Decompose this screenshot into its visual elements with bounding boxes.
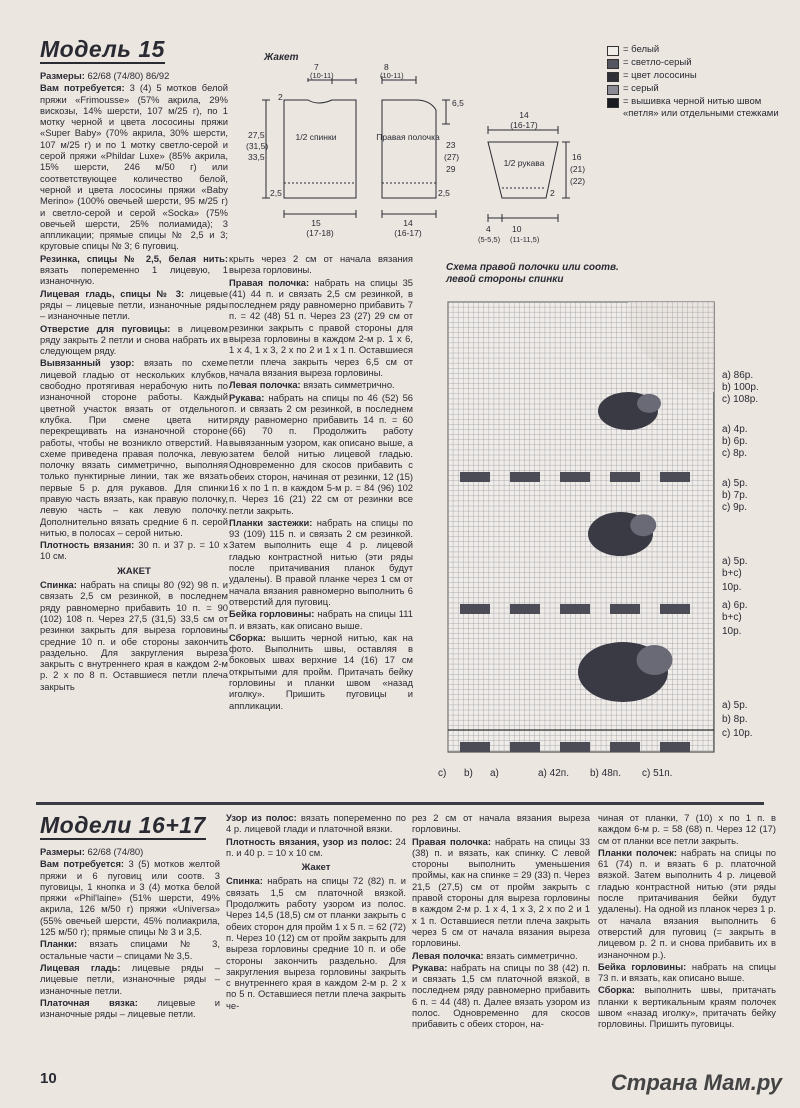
paragraph-label: Платочная вязка: xyxy=(40,996,138,1008)
paragraph-text: чиная от планки, 7 (10) х по 1 п. в каждом 6-м р. = 58 (68) п. Через 12 (17) см от планки все петли закрыть. xyxy=(598,812,776,846)
paragraph-label: Бейка горловины: xyxy=(229,608,315,620)
legend-label: = цвет лососины xyxy=(623,70,697,81)
stripe-block xyxy=(660,742,690,752)
paragraph-label: Размеры: xyxy=(40,70,85,81)
paragraph-text: вязать симметрично. xyxy=(483,949,578,961)
back-side-dim-3: 33,5 xyxy=(248,152,265,162)
front-side-dim-2: (27) xyxy=(444,152,460,162)
stripe-block xyxy=(660,472,690,482)
paragraph xyxy=(598,847,776,960)
chart-row-label: b+c) xyxy=(722,568,742,579)
front-label: Правая полочка xyxy=(376,132,440,142)
paragraph-text: вышить черной нитью, как на фото. Выполнить швы, оставляя в боковых швах верхние 14 (16) 17 см открытыми для пройм. Притачать бейку горловины и планки швом «назад иголку». Пришить пуговицы и аппликации. xyxy=(229,631,413,711)
paragraph-label: Планки застежки: xyxy=(229,516,313,528)
chart-row-label: b+c) xyxy=(722,612,742,623)
paragraph xyxy=(40,82,228,251)
paragraph xyxy=(412,836,590,949)
sleeve-top-dim: 14 xyxy=(519,110,529,120)
paragraph-text: набрать на спицы по 46 (52) 56 п. и связать 2 см резинкой, в последнем ряду равномерно прибавить 14 п. = 60 (66) 70 п. Продолжить работу вывязанным узором, как описано выше, а затем белой нитью лицевой гладью. Одновременно для скосов прибавить с обеих сторон, начиная от резинки, 12 (15) 16 х по 1 п. в каждом 5-м р. = 84 (96) 102 п. Через 16 (21) 22 см от резинки все петли закрыть. xyxy=(229,391,413,516)
paragraph-text: вязать спицами № 3, остальные части – спицами № 3,5. xyxy=(40,938,220,961)
stripe-block xyxy=(560,604,590,614)
chart-row-label: c) 10р. xyxy=(722,728,753,739)
back-side-dim-2: (31,5) xyxy=(246,141,269,151)
chart-row-label: a) 86р. xyxy=(722,370,754,381)
stripe-block xyxy=(510,604,540,614)
chart-row-label: b) 7р. xyxy=(722,490,748,501)
paragraph-label: Левая полочка: xyxy=(229,379,301,391)
chart-row-label: b) 8р. xyxy=(722,714,748,725)
paragraph-label: Рукава: xyxy=(229,391,265,403)
paragraph-text: вязать попеременно 1 лицевую, 1 изнаночную. xyxy=(40,264,228,287)
knitting-chart xyxy=(420,290,790,790)
chart-row-label: c) 108р. xyxy=(722,394,759,405)
chart-row-label: 10р. xyxy=(722,582,742,593)
back-top-dim: 7 xyxy=(314,62,319,72)
stripe-block xyxy=(560,742,590,752)
paragraph xyxy=(40,357,228,538)
back-label: 1/2 спинки xyxy=(295,132,337,142)
back-rib-dim: 2,5 xyxy=(270,188,282,198)
sleeve-label: 1/2 рукава xyxy=(503,158,545,168)
paragraph-label: Размеры: xyxy=(40,846,85,857)
sleeve-bottom-dim-b: 10 xyxy=(512,224,522,234)
paragraph xyxy=(40,323,228,357)
paragraph-label: Планки полочек: xyxy=(598,846,677,858)
paragraph-text: 24 п. и 40 р. = 10 х 10 см. xyxy=(226,835,406,858)
paragraph-label: Узор из полос: xyxy=(226,812,297,823)
paragraph-label: Планки: xyxy=(40,938,78,950)
stripe-block xyxy=(460,472,490,482)
paragraph xyxy=(229,608,413,631)
front-top-dim-sizes: (10-11) xyxy=(380,71,404,80)
paragraph-text: 62/68 (74/80) xyxy=(84,846,144,857)
paragraph-label: Вам потребуется: xyxy=(40,82,125,94)
front-top-dim: 8 xyxy=(384,62,389,72)
paragraph-label: Вывязанный узор: xyxy=(40,357,135,369)
legend-item xyxy=(607,96,787,120)
paragraph-text: лицевые ряды – лицевые петли, изнаночные ряды – изнаночные петли. xyxy=(40,961,220,996)
model15-column-1 xyxy=(40,70,228,693)
paragraph-text: лицевые и изнаночные ряды – лицевые петли. xyxy=(40,996,220,1020)
model1617-column-2 xyxy=(226,812,406,1012)
front-bottom-dim: 14 xyxy=(403,218,413,228)
front-side-dim: 23 xyxy=(446,140,456,150)
paragraph-label: Бейка горловины: xyxy=(598,960,687,972)
paragraph xyxy=(40,579,228,692)
paragraph-label: Левая полочка: xyxy=(412,949,484,961)
paragraph-text: вязать симметрично. xyxy=(300,379,395,391)
paragraph xyxy=(598,984,776,1029)
back-neck-dim: 2 xyxy=(278,92,283,102)
legend-swatch xyxy=(607,59,619,69)
legend-swatch xyxy=(607,98,619,108)
stripe-block xyxy=(560,472,590,482)
paragraph xyxy=(412,950,590,961)
paragraph-text: 3 (4) 5 мотков белой пряжи «Frimousse» (57% акрила, 29% вискозы, 14% шерсти, 107 м/25 г), по 1 мотку черной и цвета лососины пряжи «Super Baby» (70% акрила, 30% шерсти, 107 м/25 г) и по 1 мотку светло-серой и серой пряжи «Phildar Luxe» (85% акрила, 15% шерсти, 246 м/50 г) или соответствующее количество белой, черной и цвета лососины пряжи «Baby Merino» (100% овечьей шерсти, 95 м/25 г) и светло-серой и серой «Socka» (75% овечьей шерсти, 25% полиамида); 3 аппликации; прямые спицы № 2,5 и 3; круговые спицы № 3; 6 пуговиц. xyxy=(40,82,228,252)
paragraph-label: Правая полочка: xyxy=(229,276,310,288)
paragraph xyxy=(412,962,590,1030)
section-heading: ЖАКЕТ xyxy=(117,565,151,577)
paragraph xyxy=(40,70,228,81)
stripe-block xyxy=(610,742,640,752)
section-divider xyxy=(36,802,764,805)
chart-stitch-label: a) 42п. xyxy=(538,768,569,779)
paragraph xyxy=(40,997,220,1020)
chart-row-label: a) 4р. xyxy=(722,424,748,435)
front-neck-dim: 6,5 xyxy=(452,98,464,108)
front-rib-dim: 2,5 xyxy=(438,188,450,198)
paragraph-text: вязать попеременно по 4 р. лицевой глади и платочной вязки. xyxy=(226,812,406,835)
paragraph-text: набрать на спицы 72 (82) п. и связать 1,5 см платочной вязкой. Продолжить работу узором из полос. Через 14,5 (18,5) см от планки закрыть с обеих сторон для пройм 1 х 5 п. = 62 (72) п. Через 10 (12) см от пройм закрыть для выреза горловины средние 10 п. и обе стороны закончить раздельно. Для закругления выреза горловины закрыть с внутреннего края в каждом 2-м р. 2 х по 5 п. Оставшиеся петли плеча закрыть че- xyxy=(226,875,406,1011)
paragraph-text: вязать по схеме лицевой гладью от нескольких клубков, свободно протягивая нерабочую нить по изнаночной стороне работы. Каждый цветной участок вязать от отдельного клубка. При смене цвета нити перекрещивать на изнаночной стороне работы, чтобы не возникло отверстий. На схеме приведена правая полочка, левую полочку вязать симметрично, выполняя только пунктирные линии, так же вязать первые 5 р. для рукавов. Для спинки правую часть вязать, как правую полочку, левую часть – как левую полочку. Дополнительно вязать средние 6 п. серой нитью, в полосах – серой нитью. xyxy=(40,357,228,538)
paragraph-text: набрать на спицы 80 (92) 98 п. и связать 2,5 см резинкой, в последнем ряду равномерно прибавить 10 п. = 90 (102) 108 п. Через 27,5 (31,5) 33,5 см от резинки закрыть для выреза горловины средние 10 п. и обе стороны закончить раздельно. Для закругления выреза закрыть с внутреннего края в каждом 2-м р. 2 х по 8 п. Оставшиеся петли плеча закрыть xyxy=(40,579,228,692)
paragraph-label: Спинка: xyxy=(226,875,263,887)
paragraph xyxy=(40,858,220,937)
paragraph-label: Резинка, спицы № 2,5, белая нить: xyxy=(40,252,228,264)
paragraph xyxy=(229,253,413,276)
paragraph-label: Вам потребуется: xyxy=(40,858,125,870)
paragraph xyxy=(598,812,776,846)
paragraph xyxy=(40,962,220,996)
paragraph xyxy=(412,812,590,835)
model1617-column-4 xyxy=(598,812,776,1031)
stripe-block xyxy=(610,472,640,482)
stripe-block xyxy=(660,604,690,614)
legend-item xyxy=(607,83,787,95)
chart-row-label: 10р. xyxy=(722,626,742,637)
paragraph xyxy=(229,392,413,516)
paragraph-text: в лицевом ряду закрыть 2 петли и снова набрать их в следующем ряду. xyxy=(40,322,228,357)
paragraph-label: Отверстие для пуговицы: xyxy=(40,322,171,334)
sleeve-rib-dim: 2 xyxy=(550,188,555,198)
sleeve-side-dim-3: (22) xyxy=(570,176,586,186)
paragraph xyxy=(40,846,220,857)
back-top-dim-sizes: (10-11) xyxy=(310,71,334,80)
legend-swatch xyxy=(607,46,619,56)
paragraph-label: Рукава: xyxy=(412,961,448,973)
paragraph-text: набрать на спицы по 61 (74) п. и вязать 6 р. платочной вязкой. Затем выполнить 4 р. лицевой гладью контрастной нитью (эти ряды после притачивания бейки будут удалены). На одной из планок через 1 р. от начала вязания выполнить 6 отверстий для пуговиц (= закрыть в лицевом р. 2 п. и снова прибавить их в изнаночном р.). xyxy=(598,846,776,960)
model1617-column-3 xyxy=(412,812,590,1031)
stripe-block xyxy=(460,604,490,614)
paragraph xyxy=(229,632,413,711)
paragraph-label: Лицевая гладь, спицы № 3: xyxy=(40,287,185,299)
page-number: 10 xyxy=(40,1070,57,1087)
paragraph-text: набрать на спицы 33 (38) п. и вязать, как спинку. С левой стороны выполнить уменьшения проймы, как на спинке = 29 (33) п. Через 21,5 (27,5) см от пройм закрыть с правой стороны для выреза горловины в каждом 2-м р. 1 х 4, 1 х 3, 2 х по 2 и 1 х 1 п. Оставшиеся петли плеча закрыть через 5 см от начала вязания выреза горловины. xyxy=(412,835,590,949)
paragraph-text: 62/68 (74/80) 86/92 xyxy=(84,70,170,81)
paragraph-label: Лицевая гладь: xyxy=(40,961,121,973)
sleeve-bottom-dim-a: 4 xyxy=(486,224,491,234)
pattern-drawings xyxy=(240,48,600,248)
paragraph-text: набрать на спицы 73 п. и вязать, как описано выше. xyxy=(598,960,776,984)
paragraph-text: выполнить швы, притачать планки к вертикальным краям полочек швом «назад иголку», притачать бейку горловины. Пришить пуговицы. xyxy=(598,984,776,1030)
chart-stitch-label: c) xyxy=(438,768,447,779)
paragraph-text: крыть через 2 см от начала вязания выреза горловины. xyxy=(229,253,413,276)
paragraph-text: набрать на спицы 111 п. и вязать, как описано выше. xyxy=(229,608,413,631)
sleeve-bottom-dim-a2: (5-5,5) xyxy=(478,235,501,244)
paragraph-label: Спинка: xyxy=(40,579,77,591)
chart-stitch-label: b) xyxy=(464,768,473,779)
paragraph-label: Правая полочка: xyxy=(412,835,491,847)
chart-row-label: a) 5р. xyxy=(722,478,748,489)
chart-row-label: a) 6р. xyxy=(722,600,748,611)
schema-title: Схема правой полочки или соотв. левой стороны спинки xyxy=(446,262,619,285)
paragraph xyxy=(229,379,413,390)
model1617-title: Модели 16+17 xyxy=(40,812,206,838)
paragraph-text: лицевые ряды – лицевые петли, изнаночные ряды – изнаночные петли. xyxy=(40,287,228,322)
paragraph-label: Сборка: xyxy=(229,631,266,643)
model15-title: Модель 15 xyxy=(40,36,165,62)
paragraph xyxy=(226,875,406,1011)
chart-row-label: c) 9р. xyxy=(722,502,748,513)
paragraph xyxy=(40,938,220,961)
stripe-block xyxy=(610,604,640,614)
legend-label: = серый xyxy=(623,83,659,94)
animal-head xyxy=(630,514,656,536)
chart-row-label: c) 8р. xyxy=(722,448,748,459)
legend-item xyxy=(607,57,787,69)
chart-stitch-label: b) 48п. xyxy=(590,768,621,779)
back-side-dim: 27,5 xyxy=(248,130,265,140)
paragraph xyxy=(226,836,406,859)
model15-column-2 xyxy=(229,253,413,712)
paragraph xyxy=(229,277,413,379)
chart-row-label: a) 5р. xyxy=(722,556,748,567)
paragraph xyxy=(40,539,228,562)
chart-row-label: b) 100р. xyxy=(722,382,759,393)
chart-row-label: a) 5р. xyxy=(722,700,748,711)
paragraph-text: набрать на спицы по 93 (109) 115 п. и связать 2 см резинкой. Затем выполнить еще 4 р. лицевой гладью контрастной нитью (эти ряды после притачивания планок будут удалены). В правой планке через 1 см от начала вязания равномерно выполнить 6 отверстий для пуговиц. xyxy=(229,516,413,607)
back-bottom-dim: 15 xyxy=(311,218,321,228)
paragraph-text: набрать на спицы 35 (41) 44 п. и связать 2,5 см резинкой, в последнем ряду равномерно прибавить 7 п. = 42 (48) 51 п. Через 23 (27) 29 см от резинки закрыть с правой стороны для выреза горловины в каждом 2-м р. 1 х 6, 1 х 4, 1 х 3, 2 х по 2 и 1 х 1 п. Оставшиеся петли плеча закрыть через 6,5 см от начала вязания выреза горловины. xyxy=(229,276,414,378)
legend-label: = белый xyxy=(623,44,660,55)
animal-head xyxy=(637,645,673,675)
model1617-column-1 xyxy=(40,846,220,1020)
paragraph-label: Плотность вязания: xyxy=(40,539,135,551)
paragraph xyxy=(40,288,228,322)
chart-stitch-label: a) xyxy=(490,768,499,779)
legend-item xyxy=(607,44,787,56)
chart-row-label: b) 6р. xyxy=(722,436,748,447)
back-bottom-dim-2: (17-18) xyxy=(306,228,334,238)
front-bottom-dim-2: (16-17) xyxy=(394,228,422,238)
front-side-dim-3: 29 xyxy=(446,164,456,174)
legend-item xyxy=(607,70,787,82)
paragraph xyxy=(598,961,776,984)
chart-stitch-label: c) 51п. xyxy=(642,768,673,779)
stripe-block xyxy=(460,742,490,752)
animal-head xyxy=(637,394,661,413)
sleeve-bottom-dim-b2: (11-11,5) xyxy=(510,235,540,244)
legend-label: = светло-серый xyxy=(623,57,692,68)
sleeve-top-dim-2: (16-17) xyxy=(510,120,538,130)
legend-label: = вышивка черной нитью швом «петля» или отдельными стежками xyxy=(623,96,779,119)
legend-swatch xyxy=(607,72,619,82)
pattern-title: Жакет xyxy=(264,52,299,63)
stripe-block xyxy=(510,472,540,482)
sleeve-side-dim-2: (21) xyxy=(570,164,586,174)
watermark-logo: Страна Мам.ру xyxy=(610,1070,782,1095)
paragraph-text: 3 (5) мотков желтой пряжи и 6 пуговиц или соотв. 3 пуговицы, 1 кнопка и 3 (4) мотка белой пряжи «Phil'laine» (51% шерсти, 49% акрила, 126 м/50 г) пряжи «Universa» (55% овечьей шерсти, 45% полиакрила, 125 м/50 г); прямые спицы № 3 и 3,5. xyxy=(40,858,220,938)
paragraph xyxy=(226,812,406,835)
sleeve-side-dim: 16 xyxy=(572,152,582,162)
paragraph xyxy=(40,253,228,287)
paragraph-text: 30 п. и 37 р. = 10 х 10 см. xyxy=(40,539,228,562)
paragraph-label: Сборка: xyxy=(598,984,635,996)
legend-swatch xyxy=(607,85,619,95)
paragraph xyxy=(229,517,413,607)
paragraph-text: набрать на спицы по 38 (42) п. и связать 1,5 см платочной вязкой, в последнем ряду равномерно прибавить 6 п. = 44 (48) п. Далее вязать узором из полос. Одновременно для скосов прибавить с обеих сторон, на- xyxy=(412,961,590,1030)
paragraph-text: рез 2 см от начала вязания выреза горловины. xyxy=(412,812,590,835)
stripe-block xyxy=(510,742,540,752)
color-legend xyxy=(607,44,787,121)
paragraph-label: Плотность вязания, узор из полос: xyxy=(226,835,393,847)
section-heading: Жакет xyxy=(301,862,331,874)
